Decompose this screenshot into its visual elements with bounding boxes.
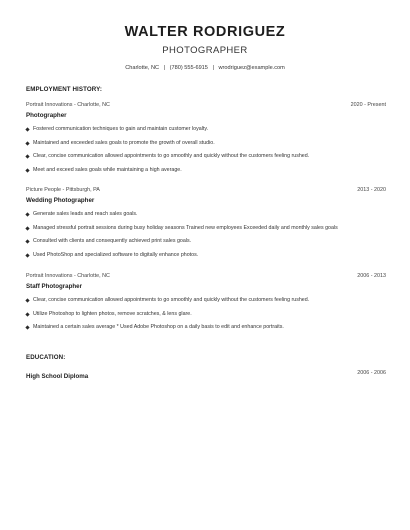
job-bullet: Maintained a certain sales average * Used Adobe Photoshop on a daily basis to edit and enhance portraits.	[26, 324, 386, 331]
job-meta	[26, 272, 386, 280]
contact-line	[0, 65, 410, 72]
job-role: Wedding Photographer	[26, 197, 95, 204]
job-dates: 2006 - 2013	[357, 273, 386, 279]
contact-separator: |	[163, 65, 166, 71]
contact-location: Charlotte, NC	[125, 65, 160, 71]
job-bullets	[26, 126, 386, 174]
job-bullet: Clear, concise communication allowed appointments to go smoothly and quickly without the customers feeling rushed.	[26, 297, 386, 304]
job-bullets	[26, 297, 386, 331]
job-bullet: Meet and exceed sales goals while maintaining a high average.	[26, 167, 386, 174]
job-dates: 2013 - 2020	[357, 187, 386, 193]
candidate-title: PHOTOGRAPHER	[162, 45, 248, 56]
job-entry	[26, 101, 386, 181]
contact-email: wrodriguez@example.com	[218, 65, 285, 71]
job-bullets	[26, 211, 386, 259]
job-bullet: Managed stressful portrait sessions during busy holiday seasons Trained new employees Exceeded daily and monthly sales goals	[26, 225, 386, 232]
education-heading: EDUCATION:	[26, 354, 66, 361]
education-dates: 2006 - 2006	[357, 370, 386, 376]
education-entry	[26, 370, 386, 381]
contact-separator: |	[212, 65, 214, 71]
job-entry	[26, 186, 386, 266]
job-bullet: Consulted with clients and consequently achieved print sales goals.	[26, 238, 386, 245]
candidate-name: WALTER RODRIGUEZ	[124, 24, 286, 40]
job-employer: Picture People - Pittsburgh, PA	[26, 187, 100, 193]
job-bullet: Generate sales leads and reach sales goals.	[26, 211, 386, 218]
job-bullet: Utilize Photoshop to lighten photos, remove scratches, & lens glare.	[26, 311, 386, 318]
job-employer: Portrait Innovations - Charlotte, NC	[26, 273, 110, 279]
job-role: Photographer	[26, 112, 67, 119]
job-entry	[26, 272, 386, 338]
job-meta	[26, 101, 386, 109]
job-dates: 2020 - Present	[350, 102, 386, 108]
job-role: Staff Photographer	[26, 283, 83, 290]
job-meta	[26, 186, 386, 194]
contact-phone: (780) 555-6915	[169, 65, 208, 71]
resume-header	[0, 24, 410, 72]
employment-heading: EMPLOYMENT HISTORY:	[26, 86, 103, 93]
education-degree: High School Diploma	[26, 373, 89, 380]
job-bullet: Fostered communication techniques to gain and maintain customer loyalty.	[26, 126, 386, 133]
job-bullet: Maintained and exceeded sales goals to promote the growth of overall studio.	[26, 140, 386, 147]
job-bullet: Clear, concise communication allowed appointments to go smoothly and quickly without the customers feeling rushed.	[26, 153, 386, 160]
job-employer: Portrait Innovations - Charlotte, NC	[26, 102, 110, 108]
job-bullet: Used PhotoShop and specialized software to digitally enhance photos.	[26, 252, 386, 259]
